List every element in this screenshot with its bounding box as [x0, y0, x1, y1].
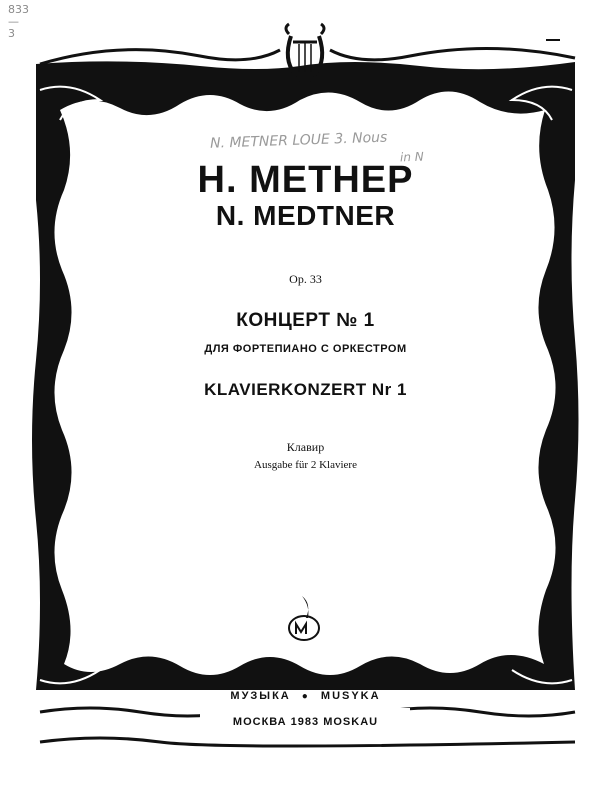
handwritten-line-1: N. METNER LOUE 3. Nous: [209, 129, 388, 152]
edition-label-ru: Клавир: [286, 440, 325, 454]
frame-border: [32, 61, 579, 690]
margin-note-line: 833: [8, 3, 29, 16]
margin-note-line: —: [8, 15, 19, 28]
publisher-logo-icon: [289, 596, 319, 640]
publisher-name-ru: МУЗЫКА: [230, 690, 291, 702]
work-title-de: KLAVIERKONZERT Nr 1: [204, 380, 407, 399]
bottom-ornament-line-3: [40, 738, 575, 746]
margin-notes: [8, 4, 29, 40]
opus-number: Op. 33: [289, 272, 322, 286]
handwritten-line-2: in N: [399, 149, 424, 165]
publisher-name-de: MUSYKA: [320, 690, 381, 702]
edition-label-de: Ausgabe für 2 Klaviere: [254, 459, 357, 471]
composer-name-en: N. MEDTNER: [215, 200, 396, 231]
margin-note-line: 3: [8, 27, 15, 40]
work-subtitle-ru: ДЛЯ ФОРТЕПИАНО С ОРКЕСТРОМ: [204, 343, 407, 355]
work-title-ru: КОНЦЕРТ № 1: [236, 310, 375, 331]
publisher-separator: ●: [301, 691, 310, 702]
publisher-line: [150, 690, 461, 702]
composer-name-ru: Н. МЕТНЕР: [197, 159, 414, 201]
publisher-place-year: МОСКВА 1983 MOSKAU: [232, 716, 379, 728]
